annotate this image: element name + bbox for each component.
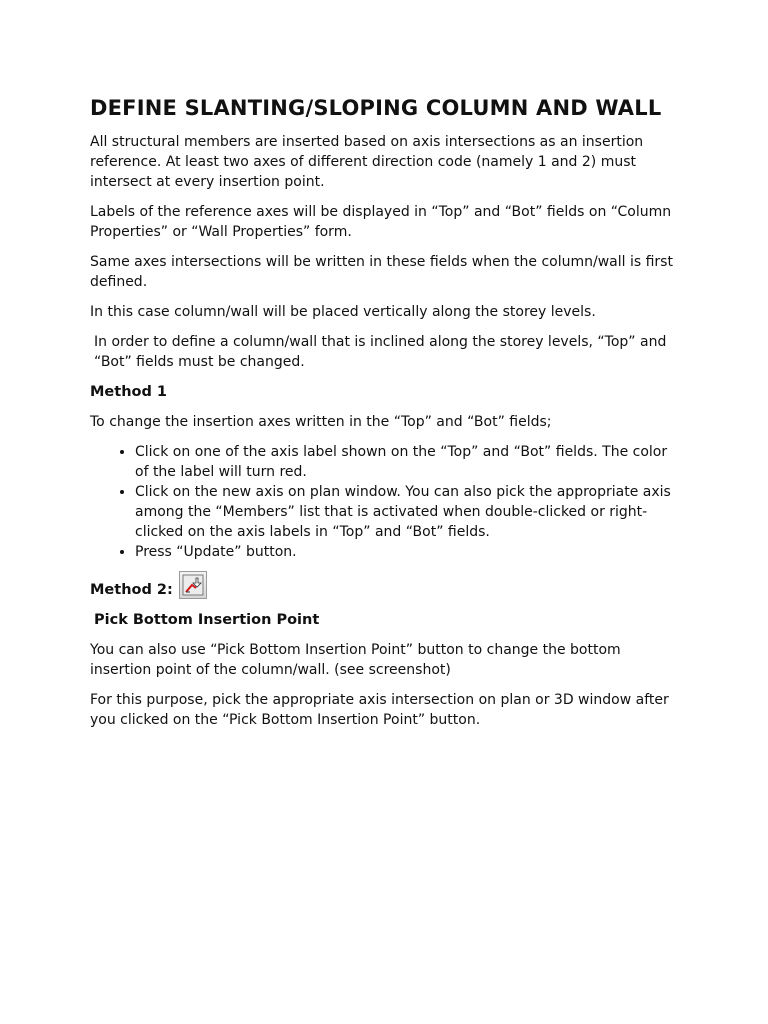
pick-bottom-insertion-point-button[interactable] [179, 571, 207, 599]
paragraph-inclined: In order to define a column/wall that is inclined along the storey levels, “Top” and “Bot” fields must be changed. [94, 334, 667, 370]
list-item: • Click on one of the axis label shown on the “Top” and “Bot” fields. The color of the label will turn red. [135, 442, 680, 482]
method2-subheading: Pick Bottom Insertion Point [94, 612, 320, 628]
paragraph-same-axes: Same axes intersections will be written in these fields when the column/wall is first defined. [90, 254, 673, 290]
method2-paragraph-usage: You can also use “Pick Bottom Insertion Point” button to change the bottom insertion point of the column/wall. (see screenshot) [90, 642, 621, 678]
page-title: DEFINE SLANTING/SLOPING COLUMN AND WALL [90, 96, 662, 120]
method1-steps-list [90, 442, 680, 562]
document-page [90, 94, 680, 740]
paragraph-vertical-placement: In this case column/wall will be placed vertically along the storey levels. [90, 304, 596, 320]
method2-heading: Method 2: [90, 582, 173, 598]
method1-intro: To change the insertion axes written in the “Top” and “Bot” fields; [90, 414, 552, 430]
paragraph-axis-labels: Labels of the reference axes will be displayed in “Top” and “Bot” fields on “Column Properties” or “Wall Properties” form. [90, 204, 672, 240]
list-item: • Press “Update” button. [135, 542, 680, 562]
paragraph-insertion-reference: All structural members are inserted based on axis intersections as an insertion reference. At least two axes of different direction code (namely 1 and 2) must intersect at every insertion point. [90, 134, 644, 190]
method2-heading-row [90, 572, 680, 602]
pick-bottom-insertion-point-icon [182, 574, 204, 596]
method1-heading: Method 1 [90, 384, 167, 400]
list-item: • Click on the new axis on plan window. You can also pick the appropriate axis among the “Members” list that is activated when double-clicked or right-clicked on the axis labels in “Top” and “Bot” fields. [135, 482, 680, 542]
method2-paragraph-purpose: For this purpose, pick the appropriate axis intersection on plan or 3D window after you clicked on the “Pick Bottom Insertion Point” button. [90, 692, 669, 728]
